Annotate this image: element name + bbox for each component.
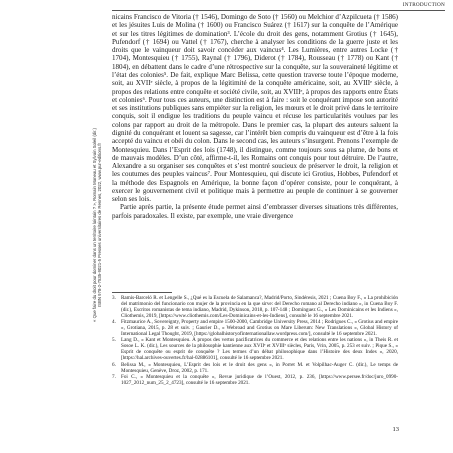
footnote-text: Fitzmaurice A., Sovereignty, Property and empire 1500-2000, Cambridge University Press, 2014 ; Rodrigues C., « Grotius and empire », Grotiana, 2015, p. 28 et suiv. ; Gaurier D., « Webroad and Grotius on Mare Liberum: New Translations », Global History of International Legal Thought, 2019, [https://globalhistoryofinternationallaw.wordpress.com/], consulté le 16 septembre 2021. [121,319,398,338]
footnote-number: 4. [112,319,116,326]
body-paragraph: nicains Francisco de Vitoria († 1546), Domingo de Soto († 1560) ou Melchior d’Azpilcueta († 1586) et les jésuites Luis de Molina († 1600) ou Francisco Suárez († 1617) sur la conquête de l’Amérique et sur les titres légitimes de domination³. L’école du droit des gens, notamment Grotius († 1645), Pufendorf († 1694) ou Vattel († 1767), cherche à analyser les conditions de la guerre juste et les droits que le vainqueur doit savoir concéder aux vaincus⁴. Les Lumières, entre autres Locke († 1704), Montesquieu († 1755), Raynal († 1796), Diderot († 1784), Rousseau († 1778) ou Kant († 1804), en débattent dans le cadre d’une rétrospective sur la conquête, sur la souveraineté légitime et l’état des colonies⁵. De fait, explique Marc Belissa, cette question traverse toute l’époque moderne, soit, au XVIIᵉ siècle, à propos de la légitimité de la conquête américaine, soit, au XVIIIᵉ siècle, à propos des relations entre conquête et société civile, soit, au XVIIIᵉ, à propos des rapports entre États et colonies⁶. Pour tous ces auteurs, une distinction est à faire : soit le conquérant impose son autorité et ses institutions publiques sans empiéter sur la religion, les mœurs et le droit privé dans le territoire conquis, soit il endigue les traditions du peuple vaincu et récuse les particularités voulues par les colons par rapport au droit de la métropole. Dans le premier cas, la plupart des auteurs saluent la dignité du conquérant et louent sa sagesse, car l’intérêt bien compris du vainqueur est d’être à la fois accepté du vaincu et obéi du colon. Dans le second cas, les auteurs s’insurgent. Prenons l’exemple de Montesquieu. Dans l’Esprit des lois (1748), il distingue, comme toujours sous sa plume, de bons et de mauvais modèles. D’un côté, affirme-t-il, les Romains ont conquis pour tout détruire. De l’autre, Alexandre a su organiser ses conquêtes et s’est montré soucieux de préserver le droit, la religion et les coutumes des peuples vaincus⁷. Pour Montesquieu, qui discute ici Grotius, Hobbes, Pufendorf et la méthode des Espagnols en Amérique, la bonne façon d’opérer consiste, pour le conquérant, à exercer le gouvernement civil et politique mais à permettre au peuple de continuer à se gouverner selon ses lois. [112,13,398,204]
footnote-rule [112,292,172,293]
footnote [112,319,398,337]
copyright-line-2: ISBN 978-2-7535-9021-5 Presses universitaires de Rennes, 2022, www.pur-editions.fr [97,142,102,308]
footnote [112,337,398,361]
copyright-text [92,5,102,445]
copyright-line-1: « Que faire du droit pour dominer dans un territoire lointain ? », Romain Maneau et Sylvain Soleil (dir.) [92,128,97,322]
footnote-number: 6. [112,361,116,368]
running-header: INTRODUCTION [402,2,445,8]
footnote-number: 3. [112,295,116,301]
footnote-text: Ramis-Barceló R. et Lengelle S., ¿Qué es la Escuela de Salamanca?, Madrid/Porto, Sindéresis, 2021 ; Cuena Boy F., « La prohibición del matrimonio del funcionario con mujer de la provincia en la que sirve: del Derecho romano al Derecho indiano », in Cuena Boy F. (dir.), Escritos romanistas de tema indiano, Madrid, Dykinson, 2018, p. 107-148 ; Domínguez G., « Les Dominicains et les Indiens », Cliothemis, 2019, [https://www.cliothemis.com/Les-Dominicains-et-les-Indiens], consulté le 16 septembre 2021. [121,295,398,320]
footnote [112,374,398,386]
footnote [112,295,398,319]
footnote-number: 5. [112,337,116,344]
footnote [112,362,398,374]
footnote-text: Foi C., « Montesquieu et la conquête », Revue juridique de l’Ouest, 2012, p. 236, [https://www.persee.fr/doc/juro_0990-1027_2012_num_25_2_4723], consulté le 16 septembre 2021. [121,373,398,386]
footnote-text: Belissa M., « Montesquieu, L’Esprit des lois et le droit des gens », in Porret M. et Volpilhac-Auger C. (dir.), Le temps de Montesquieu, Genève, Droz, 2002, p. 171. [121,361,398,374]
footnotes [112,295,398,386]
copyright-strip [92,5,102,445]
footnote-text: Lang D., « Kant et Montesquieu. À propos des vertus pacificatrices du commerce et des relations entre les nations », in Theis R. et Sosoe L. K. (dir.), Les sources de la philosophie kantienne aux XVIIᵉ et XVIIIᵉ siècles, Paris, Vrin, 2005, p. 253 et suiv. ; Pique S., « Esprit de conquête ou esprit de conquête ? Les termes d’un débat philosophique dans l’Histoire des deux Indes », 2020, [https://hal.archives-ouvertes.fr/hal-02886101], consulté le 16 septembre 2021. [121,337,398,362]
page-number: 13 [392,426,399,433]
body-paragraph: Partie après partie, la présente étude permet ainsi d’embrasser diverses situations très différentes, parfois paradoxales. Il existe, par exemple, une vraie divergence [112,203,398,220]
footnote-number: 7. [112,373,116,380]
header-rule [112,10,445,11]
body-text [112,13,398,220]
